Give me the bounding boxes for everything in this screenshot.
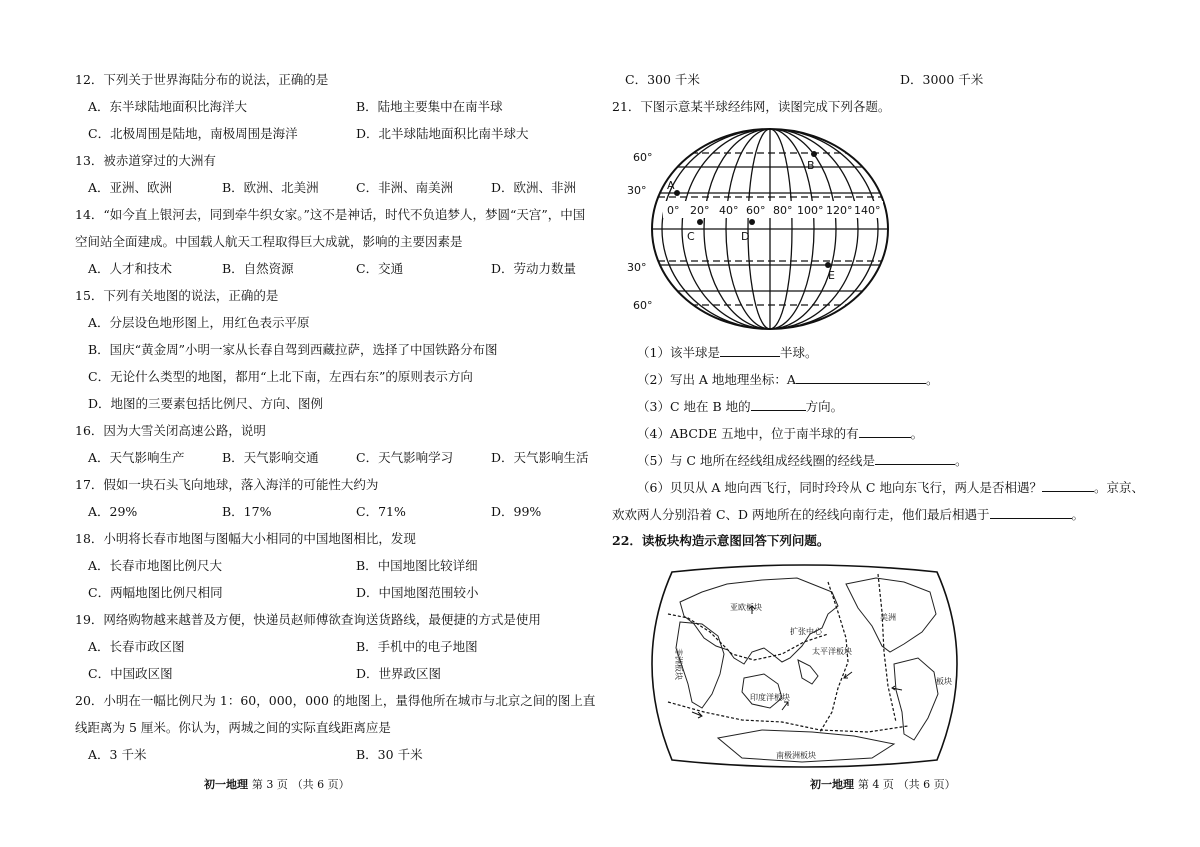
question-20-stem-cont: 线距离为 5 厘米。你认为，两城之间的实际直线距离应是 [75,720,391,735]
q21-part-1 [637,343,817,362]
plate-label: 亚欧板块 [730,603,762,612]
option: B．欧洲、北美洲 [222,180,319,195]
option: A．29% [88,504,138,519]
footer-total: （共 6 页） [291,778,350,791]
option: C．300 千米 [625,72,700,87]
option: A．长春市政区图 [88,639,185,654]
prompt-text: 。 [910,426,924,441]
option: B．30 千米 [356,747,423,762]
prompt-text: 。 [1071,507,1085,522]
question-13-stem: 13．被赤道穿过的大洲有 [75,153,216,168]
question-16-stem: 16．因为大雪关闭高速公路，说明 [75,423,266,438]
option: D．地图的三要素包括比例尺、方向、图例 [88,396,324,411]
plate-label: 扩张中心 [790,627,822,636]
point-label: A [667,179,675,192]
question-12-stem: 12．下列关于世界海陆分布的说法，正确的是 [75,72,329,87]
option: D．中国地图范围较小 [356,585,479,600]
question-20-stem: 20．小明在一幅比例尺为 1：60，000，000 的地图上，量得他所在城市与北京之间的图上直 [75,693,596,708]
lon-label: 100° [797,204,824,217]
answer-blank[interactable] [990,505,1072,519]
q21-part-6-cont [612,505,1084,524]
lat-label: 60° [633,151,653,164]
plate-map-figure [632,562,977,770]
footer-subject: 初一地理 [810,778,854,791]
plate-label: 美洲 [880,613,896,622]
option: D．北半球陆地面积比南半球大 [356,126,529,141]
answer-blank[interactable] [720,343,780,357]
question-14-stem-cont: 空间站全面建成。中国载人航天工程取得巨大成就，影响的主要因素是 [75,234,463,249]
page-footer [204,776,350,792]
option: A．长春市地图比例尺大 [88,558,223,573]
point-a-dot [674,190,680,196]
answer-blank[interactable] [875,451,955,465]
prompt-text: （1）该半球是 [637,345,720,360]
option: C．非洲、南美洲 [356,180,454,195]
answer-blank[interactable] [1042,478,1094,492]
lon-label: 20° [690,204,710,217]
point-label: C [687,230,695,243]
option: D．天气影响生活 [491,450,589,465]
option: C．天气影响学习 [356,450,454,465]
option: D．99% [491,504,542,519]
lon-label: 60° [746,204,766,217]
point-e-dot [825,262,831,268]
option: A．天气影响生产 [88,450,185,465]
lon-label: 0° [667,204,680,217]
lon-label: 120° [826,204,853,217]
q21-part-6 [637,478,1144,497]
footer-total: （共 6 页） [897,778,956,791]
prompt-text: 。京京、 [1093,480,1144,495]
answer-blank[interactable] [751,397,806,411]
option: C．71% [356,504,406,519]
option: B．陆地主要集中在南半球 [356,99,503,114]
option: D．3000 千米 [900,72,984,87]
q21-part-2 [637,370,938,389]
lat-label: 30° [627,261,647,274]
point-label: E [828,269,835,282]
option: D．欧洲、非洲 [491,180,577,195]
footer-page: 第 4 页 [857,778,894,791]
option: B．中国地图比较详细 [356,558,478,573]
lat-label: 60° [633,299,653,312]
q21-part-5 [637,451,967,470]
point-c-dot [697,219,703,225]
option: A．亚洲、欧洲 [88,180,173,195]
footer-subject: 初一地理 [204,778,248,791]
answer-blank[interactable] [859,424,911,438]
question-18-stem: 18．小明将长春市地图与图幅大小相同的中国地图相比，发现 [75,531,416,546]
prompt-text: 欢欢两人分别沿着 C、D 两地所在的经线向南行走，他们最后相遇于 [612,507,990,522]
point-b-dot [811,151,817,157]
plate-label: 南极洲板块 [776,751,816,760]
option: A．东半球陆地面积比海洋大 [88,99,248,114]
prompt-text: （6）贝贝从 A 地向西飞行，同时玲玲从 C 地向东飞行，两人是否相遇？ [637,480,1042,495]
q21-part-3 [637,397,843,416]
option: B．自然资源 [222,261,294,276]
question-15-stem: 15．下列有关地图的说法，正确的是 [75,288,279,303]
option: A．分层设色地形图上，用红色表示平原 [88,315,310,330]
answer-blank[interactable] [796,370,926,384]
footer-page: 第 3 页 [251,778,288,791]
question-19-stem: 19．网络购物越来越普及方便，快递员赵师傅欲查询送货路线，最便捷的方式是使用 [75,612,541,627]
lat-label: 30° [627,184,647,197]
plate-label: 板块 [936,677,952,686]
option: B．17% [222,504,272,519]
option: C．交通 [356,261,404,276]
option: B．手机中的电子地图 [356,639,478,654]
prompt-text: 。 [925,372,939,387]
option: C．两幅地图比例尺相同 [88,585,223,600]
question-22-stem: 22．读板块构造示意图回答下列问题。 [612,533,830,548]
question-17-stem: 17．假如一块石头飞向地球，落入海洋的可能性大约为 [75,477,379,492]
prompt-text: （4）ABCDE 五地中，位于南半球的有 [637,426,859,441]
option: A．3 千米 [88,747,147,762]
option: C．中国政区图 [88,666,173,681]
prompt-text: 方向。 [805,399,844,414]
q21-part-4 [637,424,923,443]
page-4 [600,0,1200,847]
lon-label: 140° [854,204,881,217]
plate-label: 非洲板块 [674,648,683,680]
graticule-figure [625,123,900,335]
point-label: B [807,159,815,172]
page-footer [810,776,956,792]
option: B．天气影响交通 [222,450,319,465]
lon-label: 80° [773,204,793,217]
prompt-text: （5）与 C 地所在经线组成经线圈的经线是 [637,453,875,468]
option: C．无论什么类型的地图，都用“上北下南，左西右东”的原则表示方向 [88,369,473,384]
plate-label: 印度洋板块 [750,693,790,702]
prompt-text: 半球。 [779,345,818,360]
option: B．国庆“黄金周”小明一家从长春自驾到西藏拉萨，选择了中国铁路分布图 [88,342,498,357]
option: A．人才和技术 [88,261,173,276]
question-14-stem: 14．“如今直上银河去，同到牵牛织女家。”这不是神话，时代不负追梦人，梦圆“天宫”，中国 [75,207,586,222]
point-d-dot [749,219,755,225]
lon-label: 40° [719,204,739,217]
option: C．北极周围是陆地，南极周围是海洋 [88,126,298,141]
option: D．世界政区图 [356,666,442,681]
point-label: D [741,230,750,243]
prompt-text: （3）C 地在 B 地的 [637,399,751,414]
prompt-text: 。 [954,453,968,468]
plate-label: 太平洋板块 [812,647,852,656]
prompt-text: （2）写出 A 地地理坐标：A [637,372,796,387]
question-21-stem: 21．下图示意某半球经纬网，读图完成下列各题。 [612,99,891,114]
option: D．劳动力数量 [491,261,577,276]
